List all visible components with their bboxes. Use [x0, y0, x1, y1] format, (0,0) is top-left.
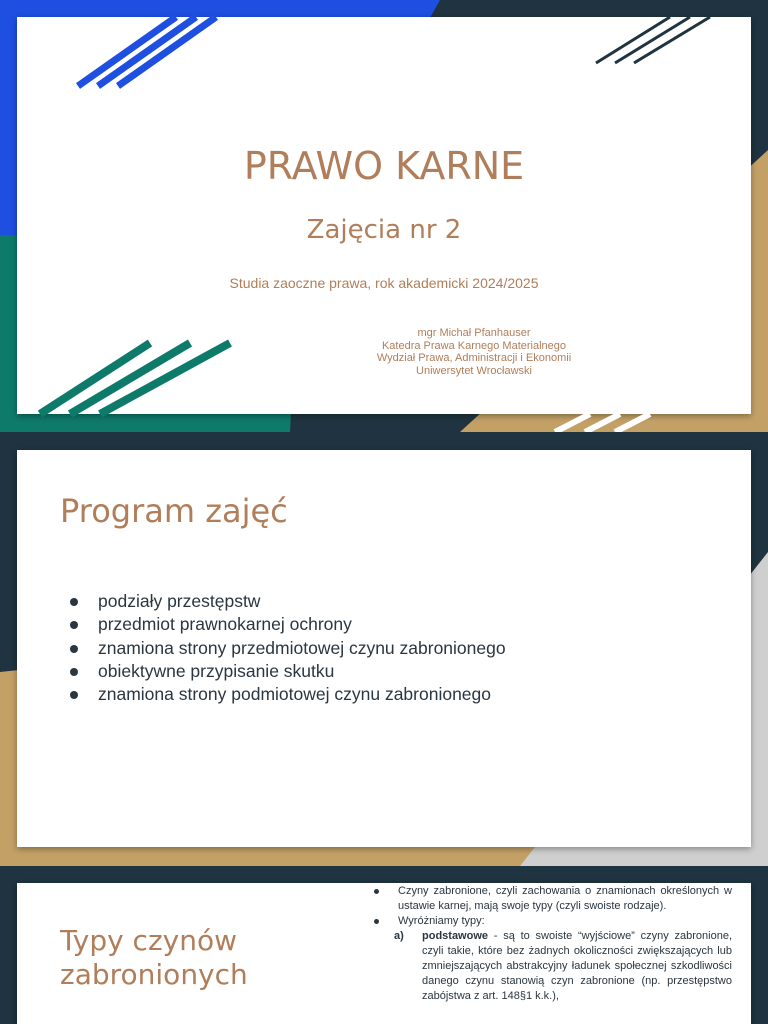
subitem-description: - są to swoiste “wyjściowe” czyny zabronione, czyli takie, które bez żadnych okoliczności zwiększających lub zmniejszających abstrakcyjny ładunek społecznej szkodliwości danego czynu stanowią czyn zabronione (np. przestępstwo zabójstwa z art. 148§1 k.k.),	[422, 930, 732, 1002]
program-list	[70, 590, 506, 706]
author-university: Uniwersytet Wrocławski	[416, 364, 532, 377]
author-name: mgr Michał Pfanhauser	[417, 327, 531, 339]
subitem-term: podstawowe	[422, 930, 489, 942]
author-department: Katedra Prawa Karnego Materialnego	[381, 339, 567, 352]
author-block	[340, 327, 608, 377]
subitem-label: a)	[394, 930, 404, 942]
presentation-subtitle: Zajęcia nr 2	[306, 215, 462, 245]
types-title: Typy czynów zabronionych	[60, 924, 248, 991]
program-title: Program zajęć	[60, 492, 288, 530]
types-text	[372, 884, 732, 1004]
study-info: Studia zaoczne prawa, rok akademicki 2024/2025	[229, 275, 539, 291]
types-bullet: Wyróżniamy typy:	[372, 914, 732, 929]
slide-program	[0, 432, 768, 866]
presentation-title: PRAWO KARNE	[243, 144, 525, 188]
list-item: znamiona strony przedmiotowej czynu zabronionego	[70, 637, 506, 660]
types-subitem-a	[372, 929, 732, 1004]
slide-types	[0, 866, 768, 1024]
types-bullet: Czyny zabronione, czyli zachowania o znamionach określonych w ustawie karnej, mają swoje typy (czyli swoiste rodzaje).	[372, 884, 732, 914]
list-item: podziały przestępstw	[70, 590, 506, 613]
list-item: przedmiot prawnokarnej ochrony	[70, 613, 506, 636]
slide-title	[0, 0, 768, 432]
list-item: obiektywne przypisanie skutku	[70, 660, 506, 683]
list-item: znamiona strony podmiotowej czynu zabronionego	[70, 683, 506, 706]
author-faculty: Wydział Prawa, Administracji i Ekonomii	[376, 352, 572, 364]
